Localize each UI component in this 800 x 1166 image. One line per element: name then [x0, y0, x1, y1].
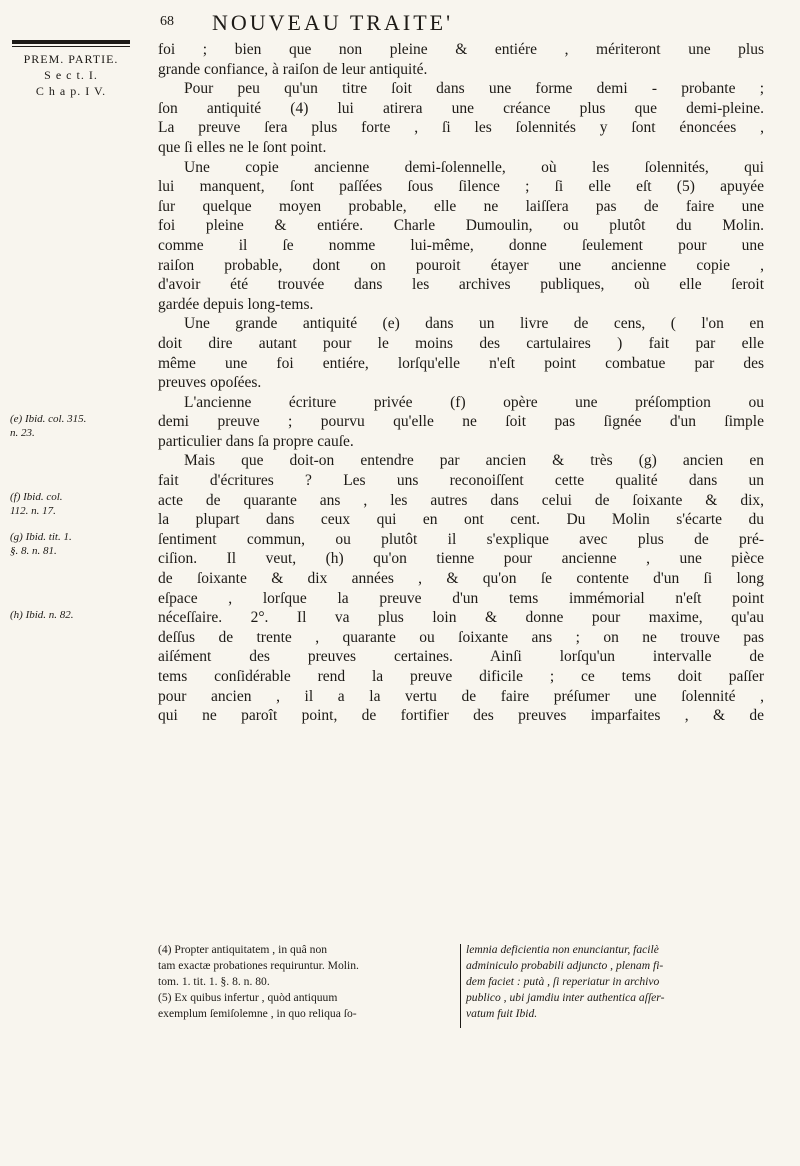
body-line: que ſi elles ne le ſont point. — [158, 138, 327, 156]
body-line: Une grande antiquité (e) dans un livre de cens, ( l'on en — [184, 315, 764, 333]
footnote-line: (5) Ex quibus infertur , quòd antiquum — [158, 991, 338, 1004]
body-line: aiſément des preuves certaines. Ainſi lorſqu'un intervalle de — [158, 648, 764, 666]
footnotes-right-column — [466, 942, 762, 1022]
footnote-line: publico , ubi jamdiu inter authentica aſſer- — [466, 991, 665, 1004]
body-line: gardée depuis long-tems. — [158, 295, 314, 313]
footnote-column-divider — [460, 944, 461, 1028]
body-line: ſon antiquité (4) lui atirera une créance plus que demi-pleine. — [158, 99, 764, 117]
body-line: néceſſaire. 2°. Il va plus loin & donne pour maxime, qu'au — [158, 609, 764, 627]
side-note-line: §. 8. n. 81. — [10, 545, 57, 557]
margin-rule-thin — [12, 46, 130, 47]
body-line: L'ancienne écriture privée (f) opère une préſomption ou — [184, 393, 764, 411]
footnote-line: (4) Propter antiquitatem , in quâ non — [158, 943, 328, 956]
body-line: deſſus de trente , quarante ou ſoixante ans ; on ne trouve pas — [158, 628, 764, 646]
body-line: eſpace , lorſque la preuve d'un tems immémorial n'eſt point — [158, 589, 764, 607]
margin-heading-section: S e c t. I. — [44, 68, 98, 82]
body-line: La preuve ſera plus forte , ſi les ſolennités y ſont énoncées , — [158, 119, 764, 137]
side-note-line: n. 23. — [10, 427, 35, 439]
body-line: Mais que doit-on entendre par ancien & très (g) ancien en — [184, 452, 764, 470]
body-line: pour ancien , il a la vertu de faire préſumer une ſolennité , — [158, 687, 764, 705]
footnote-line: exemplum ſemiſolemne , in quo reliqua ſo- — [158, 1007, 357, 1020]
body-line: demi preuve ; pourvu qu'elle ne ſoit pas ſignée d'un ſimple — [158, 413, 764, 431]
side-note-line: 112. n. 17. — [10, 505, 56, 517]
running-title: NOUVEAU TRAITE' — [212, 10, 454, 35]
body-line: tems conſidérable rend la preuve dificile ; ce tems doit paſſer — [158, 668, 764, 685]
body-line: acte de quarante ans , les autres dans celui de ſoixante & dix, — [158, 491, 764, 509]
side-note-f — [10, 490, 63, 518]
margin-rule-thick — [12, 40, 130, 44]
body-text — [158, 40, 764, 726]
body-line: ſentiment commun, ou plutôt il s'explique avec plus de pré- — [158, 530, 764, 548]
footnote-line: adminiculo probabili adjuncto , plenam fi- — [466, 959, 664, 972]
body-line: ciſion. Il veut, (h) qu'on tienne pour ancienne , une pièce — [158, 550, 764, 568]
footnote-line: tam exactæ probationes requiruntur. Molin. — [158, 959, 359, 972]
side-note-line: (f) Ibid. col. — [10, 491, 63, 503]
body-line: qui ne paroît point, de fortifier des preuves imparfaites , & de — [158, 707, 764, 725]
body-line: lui manquent, ſont paſſées ſous ſilence ; ſi elle eſt (5) apuyée — [158, 178, 764, 196]
margin-heading-chapter: C h a p. I V. — [35, 84, 107, 98]
body-line: raiſon probable, dont on pouroit étayer une ancienne copie , — [158, 256, 764, 274]
side-note-line: (h) Ibid. n. 82. — [10, 609, 74, 621]
footnotes-left-column — [158, 942, 454, 1022]
body-line: foi ; bien que non pleine & entiére , mériteront une plus — [158, 41, 764, 58]
body-line: foi pleine & entiére. Charle Dumoulin, ou plutôt du Molin. — [158, 217, 764, 235]
body-line: même une foi entiére, lorſqu'elle n'eſt point combatue par des — [158, 354, 764, 372]
body-line: grande confiance, à raiſon de leur antiquité. — [158, 60, 428, 78]
margin-section-heading — [12, 40, 130, 99]
body-line: doit dire autant pour le moins des cartulaires ) fait par elle — [158, 334, 764, 352]
body-line: ſur quelque moyen probable, elle ne laiſſera pas de faire une — [158, 197, 764, 215]
body-line: Pour peu qu'un titre ſoit dans une forme demi - probante ; — [184, 80, 764, 98]
margin-heading-part: PREM. PARTIE. — [23, 52, 119, 66]
body-line: la plupart dans ceux qui en ont cent. Du Molin s'écarte du — [158, 511, 764, 529]
side-note-line: (g) Ibid. tit. 1. — [10, 531, 72, 543]
body-line: Une copie ancienne demi-ſolennelle, où les ſolennités, qui — [184, 158, 764, 176]
side-note-line: (e) Ibid. col. 315. — [10, 413, 87, 425]
footnote-line: tom. 1. tit. 1. §. 8. n. 80. — [158, 975, 270, 988]
side-note-e — [10, 412, 86, 440]
footnote-line: vatum fuit Ibid. — [466, 1007, 538, 1020]
body-line: particulier dans ſa propre cauſe. — [158, 432, 354, 450]
footnote-line: lemnia deficientia non enunciantur, facilè — [466, 943, 659, 956]
side-note-g — [10, 530, 72, 558]
page-number: 68 — [160, 14, 174, 29]
body-line: de ſoixante & dix années , & qu'on ſe contente d'un ſi long — [158, 570, 764, 588]
footnote-line: dem faciet : putà , ſi reperiatur in archivo — [466, 975, 660, 988]
side-note-h — [10, 608, 74, 622]
body-line: fait d'écritures ? Les uns reconoiſſent cette qualité dans un — [158, 472, 764, 490]
body-line: d'avoir été trouvée dans les archives publiques, où elle ſeroit — [158, 276, 764, 294]
page-header — [0, 6, 800, 42]
body-line: preuves opoſées. — [158, 374, 262, 392]
body-line: comme il ſe nomme lui-même, donne ſeulement pour une — [158, 236, 764, 254]
